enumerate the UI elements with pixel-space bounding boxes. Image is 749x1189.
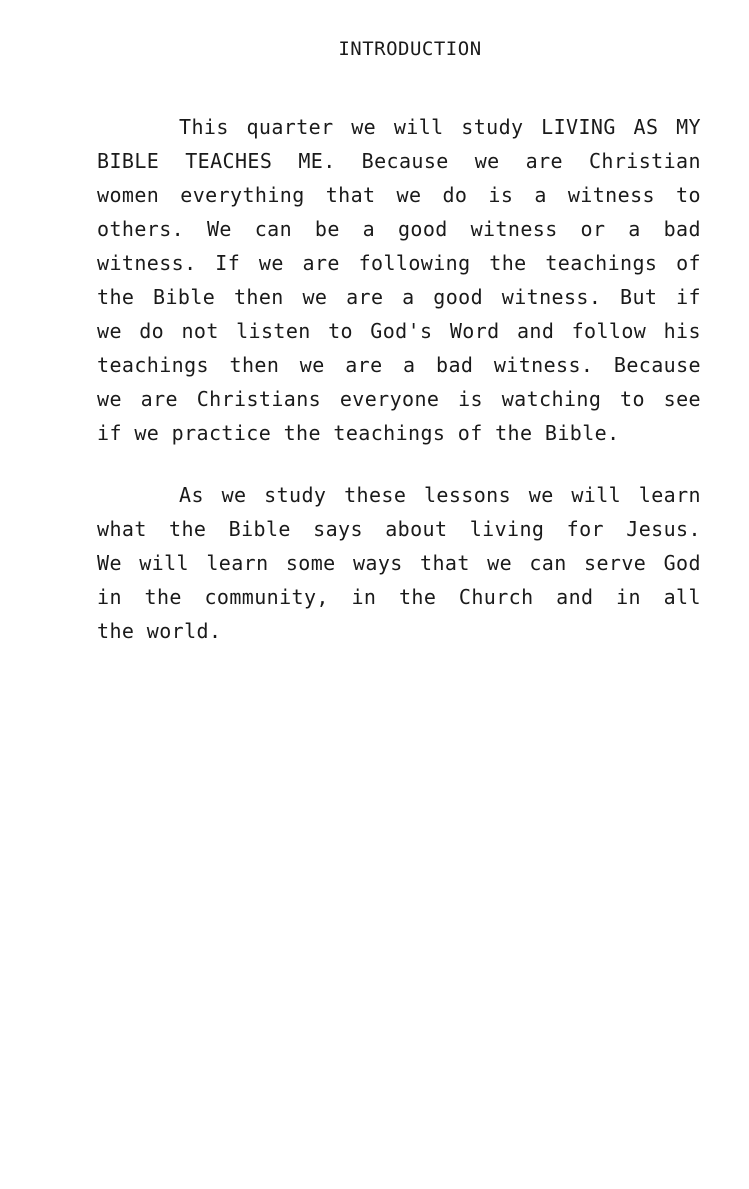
word: BIBLE — [97, 149, 160, 173]
word: learn — [206, 551, 269, 575]
word: women — [97, 183, 160, 207]
word: We — [97, 551, 122, 575]
word: bad — [663, 217, 701, 241]
word: As — [179, 483, 204, 507]
text-line — [97, 546, 701, 580]
word: we — [258, 251, 284, 275]
word: do — [139, 319, 165, 343]
word: a — [402, 285, 415, 309]
word: learn — [638, 483, 701, 507]
word: the — [398, 585, 437, 609]
word: serve — [584, 551, 647, 575]
text-line — [97, 110, 701, 144]
word: to — [676, 183, 701, 207]
word: Because — [361, 149, 449, 173]
word: if — [676, 285, 701, 309]
word: the — [489, 251, 527, 275]
text-line — [97, 382, 701, 416]
word: Christians — [196, 387, 322, 411]
word: about — [385, 517, 448, 541]
word: a — [403, 353, 416, 377]
word: Bible — [153, 285, 216, 309]
paragraph-2 — [97, 478, 701, 648]
word: But — [620, 285, 658, 309]
text-line — [97, 246, 701, 280]
text-line — [97, 348, 701, 382]
word: witness. — [97, 251, 197, 275]
word: Jesus. — [626, 517, 701, 541]
word: we — [351, 115, 377, 139]
word: ME. — [298, 149, 336, 173]
word: see — [663, 387, 701, 411]
word: are — [525, 149, 563, 173]
word: AS — [633, 115, 659, 139]
word: quarter — [246, 115, 334, 139]
paragraph-1 — [97, 110, 701, 450]
word: of — [676, 251, 701, 275]
word: witness. — [501, 285, 602, 309]
word: we — [487, 551, 513, 575]
word: the — [97, 285, 135, 309]
word: following — [358, 251, 471, 275]
word: Bible — [228, 517, 291, 541]
word: a — [534, 183, 547, 207]
word: lessons — [423, 483, 512, 507]
word: we — [221, 483, 247, 507]
word: and — [516, 319, 555, 343]
word: what — [97, 517, 147, 541]
word: we — [396, 183, 422, 207]
word: are — [345, 353, 383, 377]
word: then — [229, 353, 280, 377]
word: will — [393, 115, 444, 139]
word: a — [628, 217, 641, 241]
word: study — [461, 115, 524, 139]
word: God — [663, 551, 701, 575]
word: for — [566, 517, 604, 541]
word: and — [556, 585, 594, 609]
word: the — [144, 585, 182, 609]
word: is — [488, 183, 514, 207]
word: others. — [97, 217, 185, 241]
word: are — [346, 285, 384, 309]
word: we — [474, 149, 500, 173]
word: witness — [470, 217, 558, 241]
word: we — [528, 483, 554, 507]
text-line — [97, 212, 701, 246]
text-line — [97, 144, 701, 178]
word: are — [140, 387, 178, 411]
word: then — [233, 285, 284, 309]
text-line — [97, 314, 701, 348]
word: Christian — [588, 149, 701, 173]
word: teachings — [97, 353, 209, 377]
word: This — [179, 115, 229, 139]
word: We — [206, 217, 232, 241]
word: witness. — [493, 353, 594, 377]
word: is — [458, 387, 483, 411]
word: watching — [501, 387, 602, 411]
word: MY — [676, 115, 701, 139]
word: bad — [436, 353, 474, 377]
page-title: INTRODUCTION — [338, 38, 482, 60]
word: If — [215, 251, 241, 275]
word: says — [313, 517, 363, 541]
word: or — [580, 217, 606, 241]
word: can — [254, 217, 293, 241]
word: everyone — [339, 387, 440, 411]
word: Word — [449, 319, 500, 343]
word: good — [433, 285, 484, 309]
word: Church — [458, 585, 534, 609]
word: a — [362, 217, 376, 241]
word: we — [97, 387, 122, 411]
word: the — [169, 517, 207, 541]
word: LIVING — [541, 115, 616, 139]
word: TEACHES — [185, 149, 273, 173]
word: all — [663, 585, 701, 609]
word: to — [328, 319, 353, 343]
word: good — [397, 217, 448, 241]
word: that — [420, 551, 470, 575]
text-line — [97, 280, 701, 314]
word: teachings — [545, 251, 658, 275]
word: we — [299, 353, 325, 377]
word: living — [469, 517, 545, 541]
word: study — [264, 483, 327, 507]
word: witness — [567, 183, 655, 207]
word: we — [302, 285, 328, 309]
text-line — [97, 178, 701, 212]
word: will — [571, 483, 622, 507]
word: in — [97, 585, 122, 609]
text-line — [97, 580, 701, 614]
word: ways — [352, 551, 403, 575]
word: be — [314, 217, 340, 241]
word: everything — [180, 183, 305, 207]
word: do — [442, 183, 468, 207]
text-line — [97, 512, 701, 546]
word: Because — [613, 353, 701, 377]
text-line — [97, 478, 701, 512]
word: listen — [236, 319, 311, 343]
word: follow — [571, 319, 647, 343]
text-line: the world. — [97, 619, 222, 643]
word: will — [139, 551, 189, 575]
word: some — [285, 551, 336, 575]
word: are — [302, 251, 340, 275]
word: in — [351, 585, 377, 609]
word: community, — [204, 585, 329, 609]
word: we — [97, 319, 122, 343]
word: his — [663, 319, 701, 343]
word: to — [620, 387, 645, 411]
text-line: if we practice the teachings of the Bible. — [97, 421, 620, 445]
word: in — [616, 585, 641, 609]
word: can — [529, 551, 567, 575]
word: these — [344, 483, 407, 507]
word: that — [325, 183, 376, 207]
word: God's — [370, 319, 433, 343]
word: not — [181, 319, 219, 343]
